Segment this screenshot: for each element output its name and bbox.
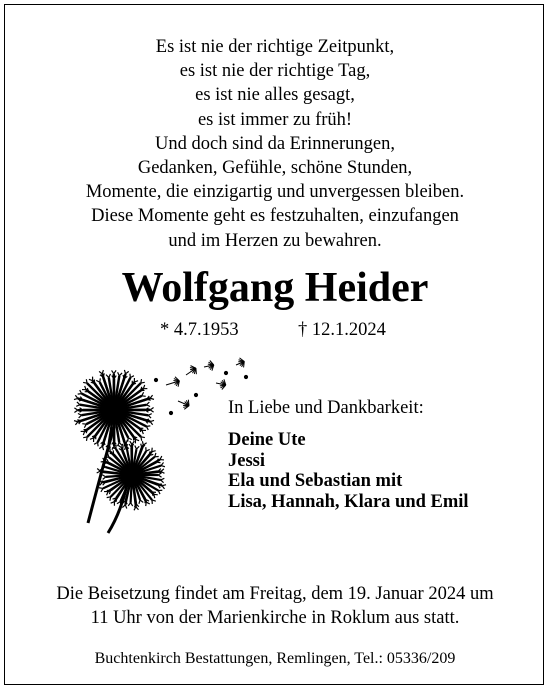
funeral-home-footer: Buchtenkirch Bestattungen, Remlingen, Tel.: 05336/209	[94, 650, 456, 667]
funeral-line: Die Beisetzung findet am Freitag, dem 19. Januar 2024 um	[56, 584, 494, 604]
poem-line: Es ist nie der richtige Zeitpunkt,	[155, 37, 395, 57]
family-member: Lisa, Hannah, Klara und Emil	[228, 491, 469, 512]
poem-line: und im Herzen zu bewahren.	[168, 230, 382, 251]
family-member: Jessi	[228, 450, 265, 471]
poem-line: Gedanken, Gefühle, schöne Stunden,	[137, 158, 413, 179]
poem-line: Momente, die einzigartig und unvergessen bleiben.	[85, 182, 465, 203]
poem-line: es ist immer zu früh!	[197, 109, 353, 130]
birth-date: * 4.7.1953	[160, 320, 239, 340]
funeral-info	[0, 582, 550, 630]
death-date: † 12.1.2024	[298, 320, 386, 340]
poem-line: es ist nie der richtige Tag,	[179, 61, 371, 82]
funeral-line: 11 Uhr von der Marienkirche in Roklum aus statt.	[90, 608, 460, 628]
family-member: Ela und Sebastian mit	[228, 471, 403, 491]
deceased-name: Wolfgang Heider	[121, 265, 429, 311]
family-list	[228, 430, 469, 512]
poem-line: Und doch sind da Erinnerungen,	[155, 133, 395, 154]
poem-line: Diese Momente geht es festzuhalten, einzufangen	[91, 206, 459, 227]
poem-line: es ist nie alles gesagt,	[195, 85, 355, 106]
thanks-heading: In Liebe und Dankbarkeit:	[228, 398, 424, 418]
family-member: Deine Ute	[228, 430, 306, 450]
poem	[0, 35, 550, 253]
